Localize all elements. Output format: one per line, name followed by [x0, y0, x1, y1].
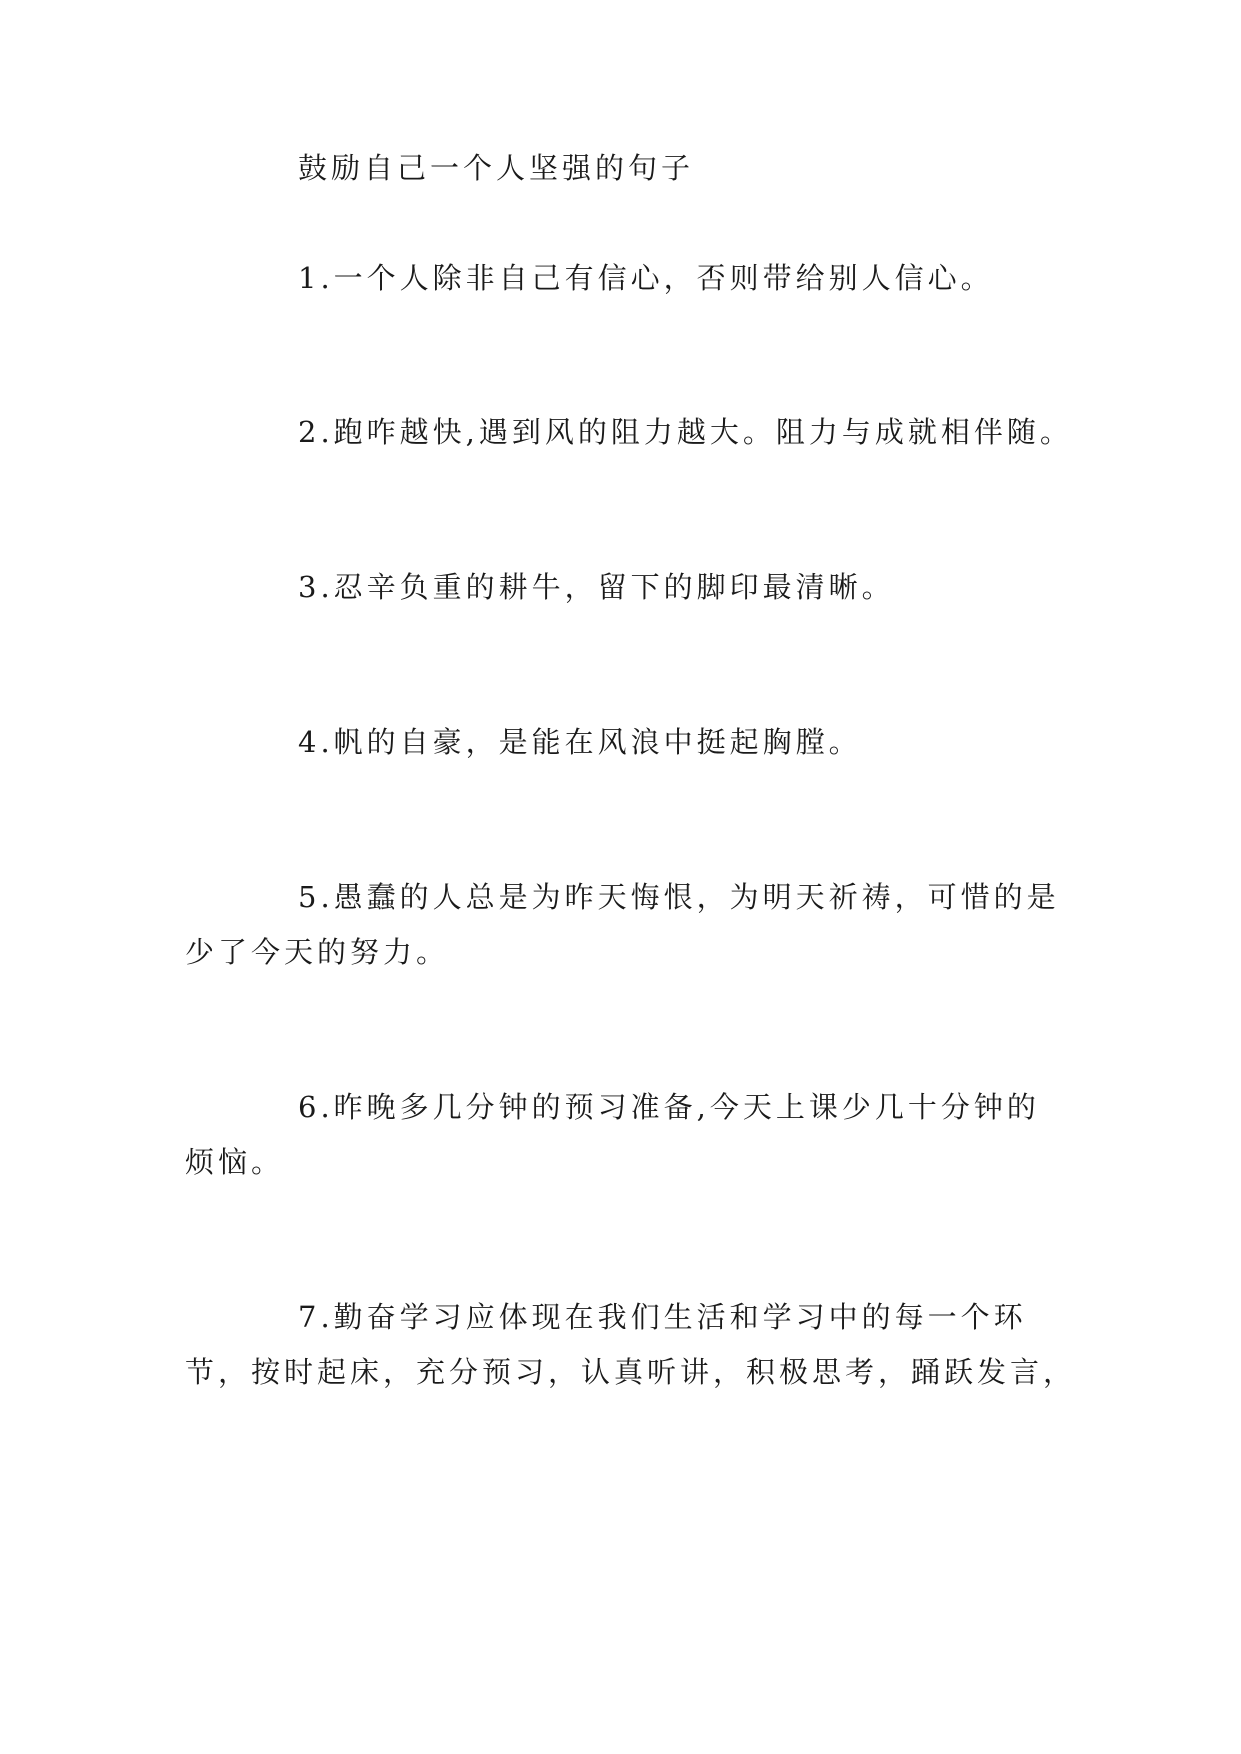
document-title: 鼓励自己一个人坚强的句子 [298, 151, 695, 185]
list-item-3: 3.忍辛负重的耕牛，留下的脚印最清晰。 [298, 570, 895, 604]
list-item-7-continuation: 节，按时起床，充分预习，认真听讲，积极思考，踊跃发言， [185, 1355, 1077, 1389]
list-item-4: 4.帆的自豪，是能在风浪中挺起胸膛。 [298, 725, 862, 759]
list-item-7: 7.勤奋学习应体现在我们生活和学习中的每一个环 [298, 1300, 1027, 1334]
list-item-5: 5.愚蠢的人总是为昨天悔恨，为明天祈祷，可惜的是 [298, 880, 1060, 914]
list-item-1: 1.一个人除非自己有信心，否则带给别人信心。 [298, 261, 994, 295]
list-item-5-continuation: 少了今天的努力。 [185, 935, 450, 969]
list-item-2: 2.跑咋越快,遇到风的阻力越大。阻力与成就相伴随。 [298, 415, 1073, 449]
list-item-6: 6.昨晚多几分钟的预习准备,今天上课少几十分钟的 [298, 1090, 1040, 1124]
list-item-6-continuation: 烦恼。 [185, 1145, 285, 1179]
